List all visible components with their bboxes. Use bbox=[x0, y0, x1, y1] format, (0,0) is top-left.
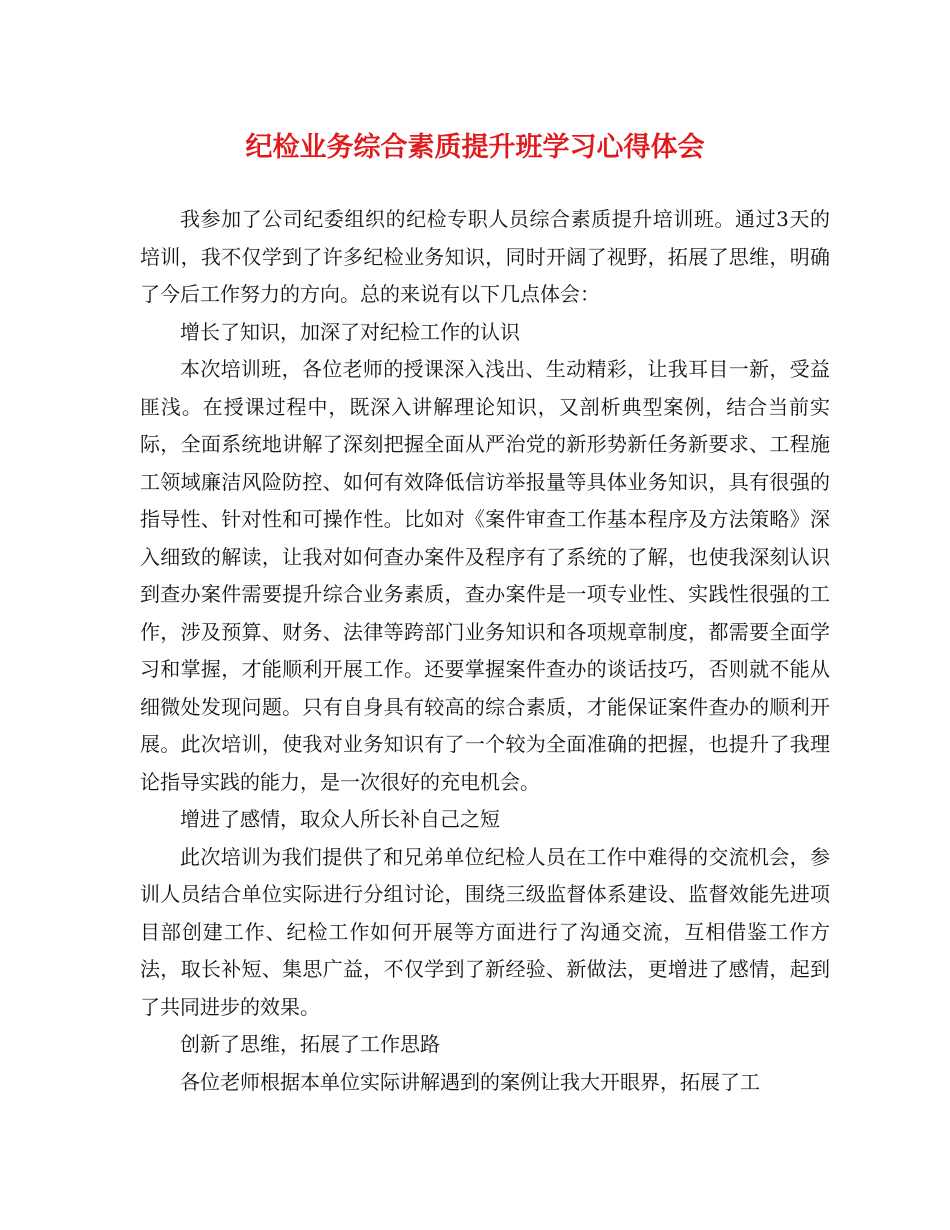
document-title: 纪检业务综合素质提升班学习心得体会 bbox=[245, 132, 705, 163]
section-heading-knowledge: 增长了知识，加深了对纪检工作的认识 bbox=[180, 319, 520, 344]
body-paragraph-knowledge: 本次培训班，各位老师的授课深入浅出、生动精彩，让我耳目一新，受益匪浅。在授课过程中，既深入讲解理论知识，又剖析典型案例，结合当前实际，全面系统地讲解了深刻把握全面从严治党的新形势新任务新要求、工程施工领域廉洁风险防控、如何有效降低信访举报量等具体业务知识，具有很强的指导性、针对性和可操作性。比如对《案件审查工作基本程序及方法策略》深入细致的解读，让我对如何查办案件及程序有了系统的了解，也使我深刻认识到查办案件需要提升综合业务素质，查办案件是一项专业性、实践性很强的工作，涉及预算、财务、法律等跨部门业务知识和各项规章制度，都需要全面学习和掌握，才能顺利开展工作。还要掌握案件查办的谈话技巧，否则就不能从细微处发现问题。只有自身具有较高的综合素质，才能保证案件查办的顺利开展。此次培训，使我对业务知识有了一个较为全面准确的把握，也提升了我理论指导实践的能力，是一次很好的充电机会。 bbox=[140, 357, 830, 794]
document-body bbox=[140, 201, 830, 1101]
intro-paragraph: 我参加了公司纪委组织的纪检专职人员综合素质提升培训班。通过3天的培训，我不仅学到了许多纪检业务知识，同时开阔了视野，拓展了思维，明确了今后工作努力的方向。总的来说有以下几点体会： bbox=[140, 207, 830, 306]
section-heading-friendship: 增进了感情，取众人所长补自己之短 bbox=[180, 807, 500, 831]
body-paragraph-thinking: 各位老师根据本单位实际讲解遇到的案例让我大开眼界，拓展了工 bbox=[180, 1069, 760, 1094]
section-heading-thinking: 创新了思维，拓展了工作思路 bbox=[180, 1032, 440, 1056]
body-paragraph-friendship: 此次培训为我们提供了和兄弟单位纪检人员在工作中难得的交流机会，参训人员结合单位实际进行分组讨论，围绕三级监督体系建设、监督效能先进项目部创建工作、纪检工作如何开展等方面进行了沟通交流，互相借鉴工作方法，取长补短、集思广益，不仅学到了新经验、新做法，更增进了感情，起到了共同进步的效果。 bbox=[140, 844, 830, 1019]
